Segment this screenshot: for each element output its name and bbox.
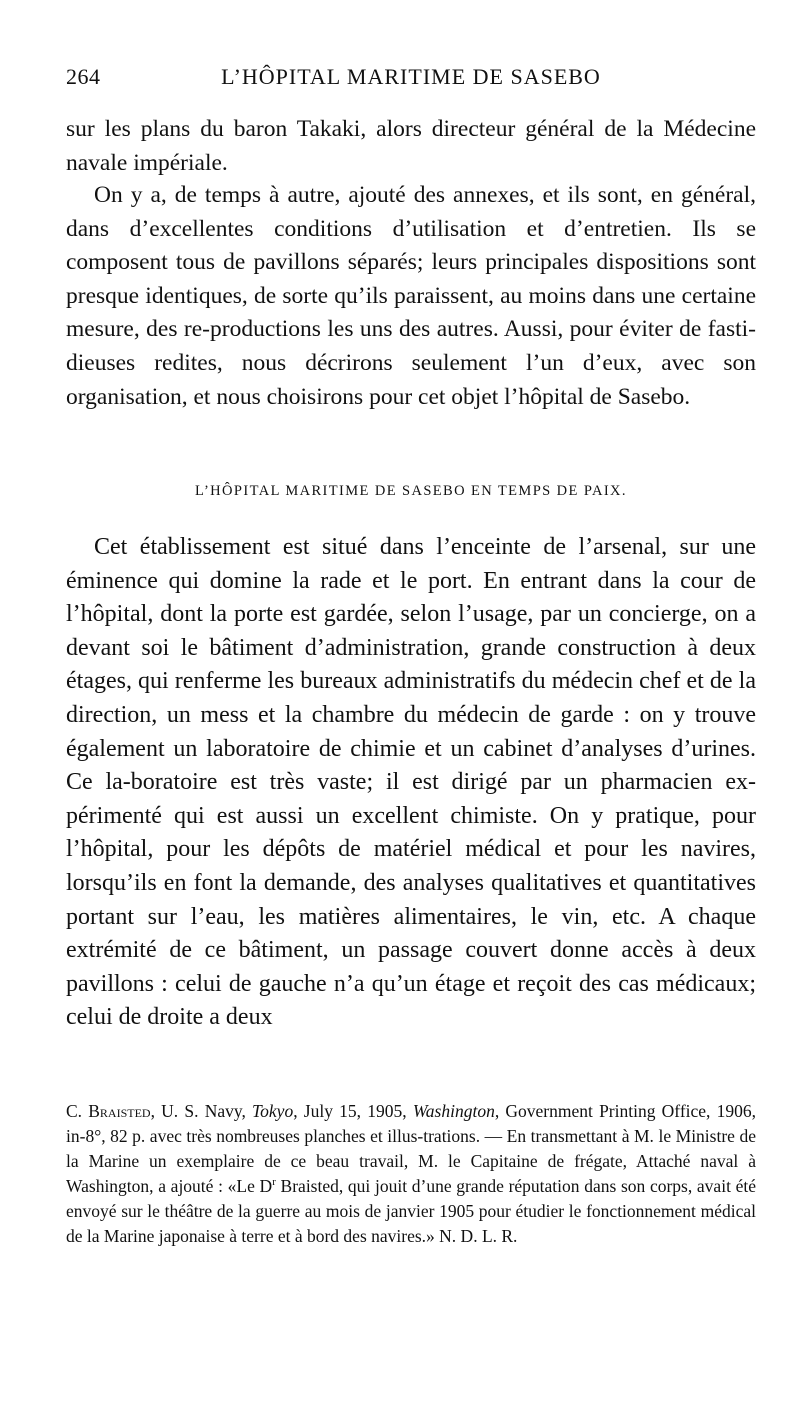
paragraph-continuation: sur les plans du baron Takaki, alors directeur général de la Médecine navale impériale. bbox=[66, 116, 756, 176]
paragraph-annexes: On y a, de temps à autre, ajouté des annexes, et ils sont, en général, dans d’excellentes conditions d’utilisation et d’entretien. Ils se composent tous de pavillons séparés; leurs principales dispositions sont presque identiques, de sorte qu’ils paraissent, au moins dans une certaine mesure, des re-productions les uns des autres. Aussi, pour éviter de fasti-dieuses redites, nous décrirons seulement l’un d’eux, avec son organisation, et nous choisirons pour cet objet l’hôpital de Sasebo. bbox=[66, 182, 756, 410]
footnote-superscript: r bbox=[272, 1176, 276, 1189]
section-title: L’HÔPITAL MARITIME DE SASEBO EN TEMPS DE PAIX. bbox=[195, 483, 627, 499]
footnote-city: Washington bbox=[412, 1101, 495, 1121]
footnote-text-4: Braisted, qui jouit d’une grande réputation dans son corps, avait été envoyé sur le théâtre de la guerre au mois de janvier 1905 pour étudier le fonctionnement médical de la Marine japonaise à terre et à bord des navires.» N. D. L. R. bbox=[66, 1176, 757, 1246]
footnote-author: C. Braisted bbox=[66, 1101, 151, 1121]
running-title: L’HÔPITAL MARITIME DE SASEBO bbox=[221, 64, 601, 89]
footnote-text-1: , U. S. Navy, bbox=[150, 1101, 253, 1121]
running-head bbox=[66, 64, 756, 94]
paragraph-establishment: Cet établissement est situé dans l’enceinte de l’arsenal, sur une éminence qui domine la rade et le port. En entrant dans la cour de l’hôpital, dont la porte est gardée, selon l’usage, par un concierge, on a devant soi le bâtiment d’administration, grande construction à deux étages, qui renferme les bureaux administratifs du médecin chef et de la direction, un mess et la chambre du médecin de garde : on y trouve également un laboratoire de chimie et un cabinet d’analyses d’urines. Ce la-boratoire est très vaste; il est dirigé par un pharmacien ex-périmenté qui est aussi un excellent chimiste. On y pratique, pour l’hôpital, pour les dépôts de matériel médical et pour les navires, lorsqu’ils en font la demande, des analyses qualitatives et quantitatives portant sur l’eau, les matières alimentaires, le vin, etc. A chaque extrémité de ce bâtiment, un passage couvert donne accès à deux pavillons : celui de gauche n’a qu’un étage et reçoit des cas médicaux; celui de droite a deux bbox=[66, 534, 756, 1031]
footnote-text-3: , Government Printing Office, 1906, in-8°, 82 p. avec très nombreuses planches et illus-trations. — En transmettant à M. le Ministre de la Marine un exemplaire de ce beau travail, M. le Capitaine de frégate, Attaché naval à Washington, a ajouté : «Le D bbox=[66, 1101, 756, 1196]
footnote-text-2: , July 15, 1905, bbox=[293, 1101, 413, 1121]
footnote bbox=[66, 1099, 756, 1249]
footnote-place: Tokyo bbox=[252, 1101, 294, 1121]
page-number: 264 bbox=[66, 64, 101, 89]
